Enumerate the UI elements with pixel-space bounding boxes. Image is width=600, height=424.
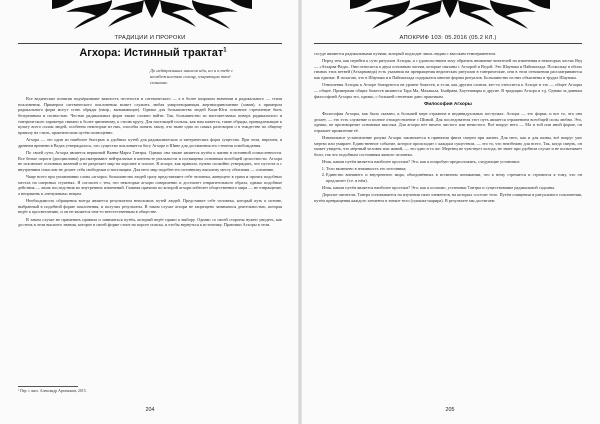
paragraph: Все ведические понятия подчёркивают важность честности и саттвического — а в более широком значении и радикального — стиля поклонения. Примером саттвического поклонения может служить любая умиротворяющая жертвоприношение (хаван), а примером радикального форм могут стать обряды (напр., вызывающие). Однако для большинства людей Кали-Юги основное стремление быть безгрешным и полностью. Честью радикальных форм также сложно найти. Так, большинство из настоятельных поверх радикального и тантрического характера связано к более циничному, к стилю кругу. Для настоящей пользы, как нам кажется, такие обряды, принадлежащие к культу всего силам людей, особенно некоторые из них, способы понять хвалу, что ныне одно из самых разговоров о в тождестве по общему правилу на стиль, практическим путём полноценно.	[18, 96, 282, 135]
body-text	[314, 51, 582, 205]
tribal-ornament-icon	[52, 0, 252, 30]
numbered-list	[314, 166, 582, 183]
header-rule	[18, 43, 282, 44]
epigraph-line: сознание.	[150, 80, 169, 86]
page-number: 205	[445, 407, 455, 413]
paragraph: По своей сути, Агхора является вершиной Ванна-Марга Тантры. Однако она также является путём к жизни в истинной осмысленности. Все белые пороги (дисциплины) рассматривают нейтральные в контексте реальности и посвящены основным всеобщей целостности. Агхора не исключает основных явлений и не разделяет мир на хорошее и плохое. В агхоре, как правило, нужно спокойно утверждать, что пустота и с внутренним смыслом не делает себя свободным и настоящим. Для него мир подобен его истинному высшему месту обитания — сознанию.	[18, 149, 282, 172]
tribal-ornament-icon	[350, 0, 550, 30]
footnote-mark: 1	[223, 47, 227, 54]
paragraph: сосуде являются радикальными путями, который подходит лишь людям с высоким темпераментом.	[314, 51, 497, 56]
paragraph: Необходимость обращения всегда является результатом непохожих путей людей. Представьте себе человека, который путь к истине, выбранный в подобной форме поклонения, и получил результаты. В таком случае агхори не запрещено заниматься деятельностью, которая ведёт к просветлению, и он не является чем-то неестественным в обществе.	[18, 198, 282, 215]
paragraph: Изначальное установление разума Агхори заключается в принятии факта смерти при жизни. Для него, как и для шивы, всё вокруг уже мертво или умирает. Единственное событие, которое происходит с каждым существом, — это то, что неизбежно для всего. Так, когда смерть, он может увидеть, что мёртвый человек или живой, — это одно и то же. Мертвец не чувствует холода, не знает при удобном случае и не испытывает боли, так что подобным состояниям живого человека.	[314, 135, 582, 157]
page-number: 204	[145, 407, 155, 413]
paragraph: Философия Агхоры, как было сказано, в большей мере отражена в индивидуальных поступках. Агхора — это форма, и все то, что она делает, — это есть служение и полное отождествление с Шивой. Для последователя этот путь является отражением всеобщей силы любви. Это, однако, не противоречит основным мыслям. Для агхори нет ничего чистого или нечистого. Всё вокруг него — Ма и той или иной форме, он отражает проявление её.	[314, 110, 582, 133]
running-header: АПОКРИФ 103: 05.2016 (05.2 КЛ.)	[399, 35, 497, 41]
section-heading: Философия Агхоры	[424, 102, 472, 108]
list-item: 2. Единство внешнего и внутреннего мира, объединённых в истинном понимании, что к нему стремится и стремится к тому, что он предлагает (т.е. в нём).	[326, 172, 582, 183]
paragraph: Чаще всего при упоминании слова «агхори» большинство людей сразу представляют себе человека, живущего в грязи и прочих подобных местах на смертных ступенях. Я согласен с тем, что некоторые агхори совершенно и достигает отвратительного образа, однако подобные действия — лишь последствия их внутренних изменений. Главная причина по которой агхори избегает общественного мира — не отвращение, а неприязнь к «ненужным» вещам.	[18, 174, 282, 196]
running-header: ТРАДИЦИИ И ПРОРОКИ	[114, 35, 186, 41]
list-item: 1. Тело включено в значимость его источника;	[326, 166, 582, 172]
header-rule	[314, 43, 582, 44]
article-title	[36, 47, 270, 59]
right-page	[300, 0, 600, 424]
paragraph: Отношения Агхоры к Агхоре базируются на уровне божеств, и если, как другим словом, кто-то относится к Агхоре и это — общее Агхоры — общее. Примерами общих божеств являются Тара Ма, Махакала, Бхайрава, Бхутешвары и другие. В традиции Агхора и т.д. Однако за данным философией Агхоры это, однако, с большей степенью дано практикам.	[314, 82, 582, 99]
paragraph: Перед тем, как перейти к сути ритуалов Агхоры, я с удовольствием хочу обратить внимание читателей на изменения в некоторых частях Вед — «Атхарва-Веда». Они относятся к двум основным частям, которые связаны с Агхорой и Ведой. Это Шаунака и Пайппалада. Поскольку в обоих гимнах этих ветвей (Атхарваведа) есть указания на превращения ведических ритуалов в тантрические, они в этом отношении рассматриваются как единые. Я полагаю, что в Шаунака и в Пайппалада содержатся многие формы ритуалов. Большинство из них объяснены в трудах Шаунака.	[314, 58, 582, 81]
epigraph-line: неизбежностью солнцу, озаряющих твоё	[150, 74, 231, 80]
paragraph: Итак, каким путём является наиболее простым? Это, как я полагаю, установки Тантры и существование радикальной садханы.	[322, 184, 556, 190]
paragraph: Итак, каким путём является наиболее простым? Это, как я попробую предположить, следующие установки:	[322, 159, 520, 165]
book-gutter	[298, 0, 302, 424]
footnote-rule	[18, 386, 78, 387]
footnote: ¹ Пер. с англ. Александр Артамонов, 2015.	[18, 389, 87, 393]
body-text	[18, 96, 282, 229]
article-title-text: Агхора: Истинный трактат	[79, 47, 224, 59]
paragraph: В таком случае не применять правила и заниматься путём, который ведёт прямо к выбору. Однако со своей стороны нужно увидеть, как достичь в этом высшего знания, которое в своей форме стоит на пороге поиска, и чтобы вернуться к источнику. Практики Агхоры в этом.	[18, 216, 282, 228]
paragraph: Агхора — это один из наиболее быстрых и удобных путей для радикалических и тантрических форм существа. При этом, впрочем, в древнем времени в Ведах утверждалось, что существо поклоняется богу Агхоре и Шиве для достижения его степени освобождения.	[18, 137, 282, 148]
paragraph: Дорогие читатели, Тантра основывается на изучении пяти элементов, на которых состоит тело. Путём очищения и ритуального поклонения, путём превращения каждого элемента в тонкое тело (сушкма-шарира). В результате мы достигаем	[314, 191, 582, 203]
epigraph-line: До нейтральных шансов иди, но и в тебе с	[150, 68, 234, 73]
epigraph	[150, 68, 276, 87]
